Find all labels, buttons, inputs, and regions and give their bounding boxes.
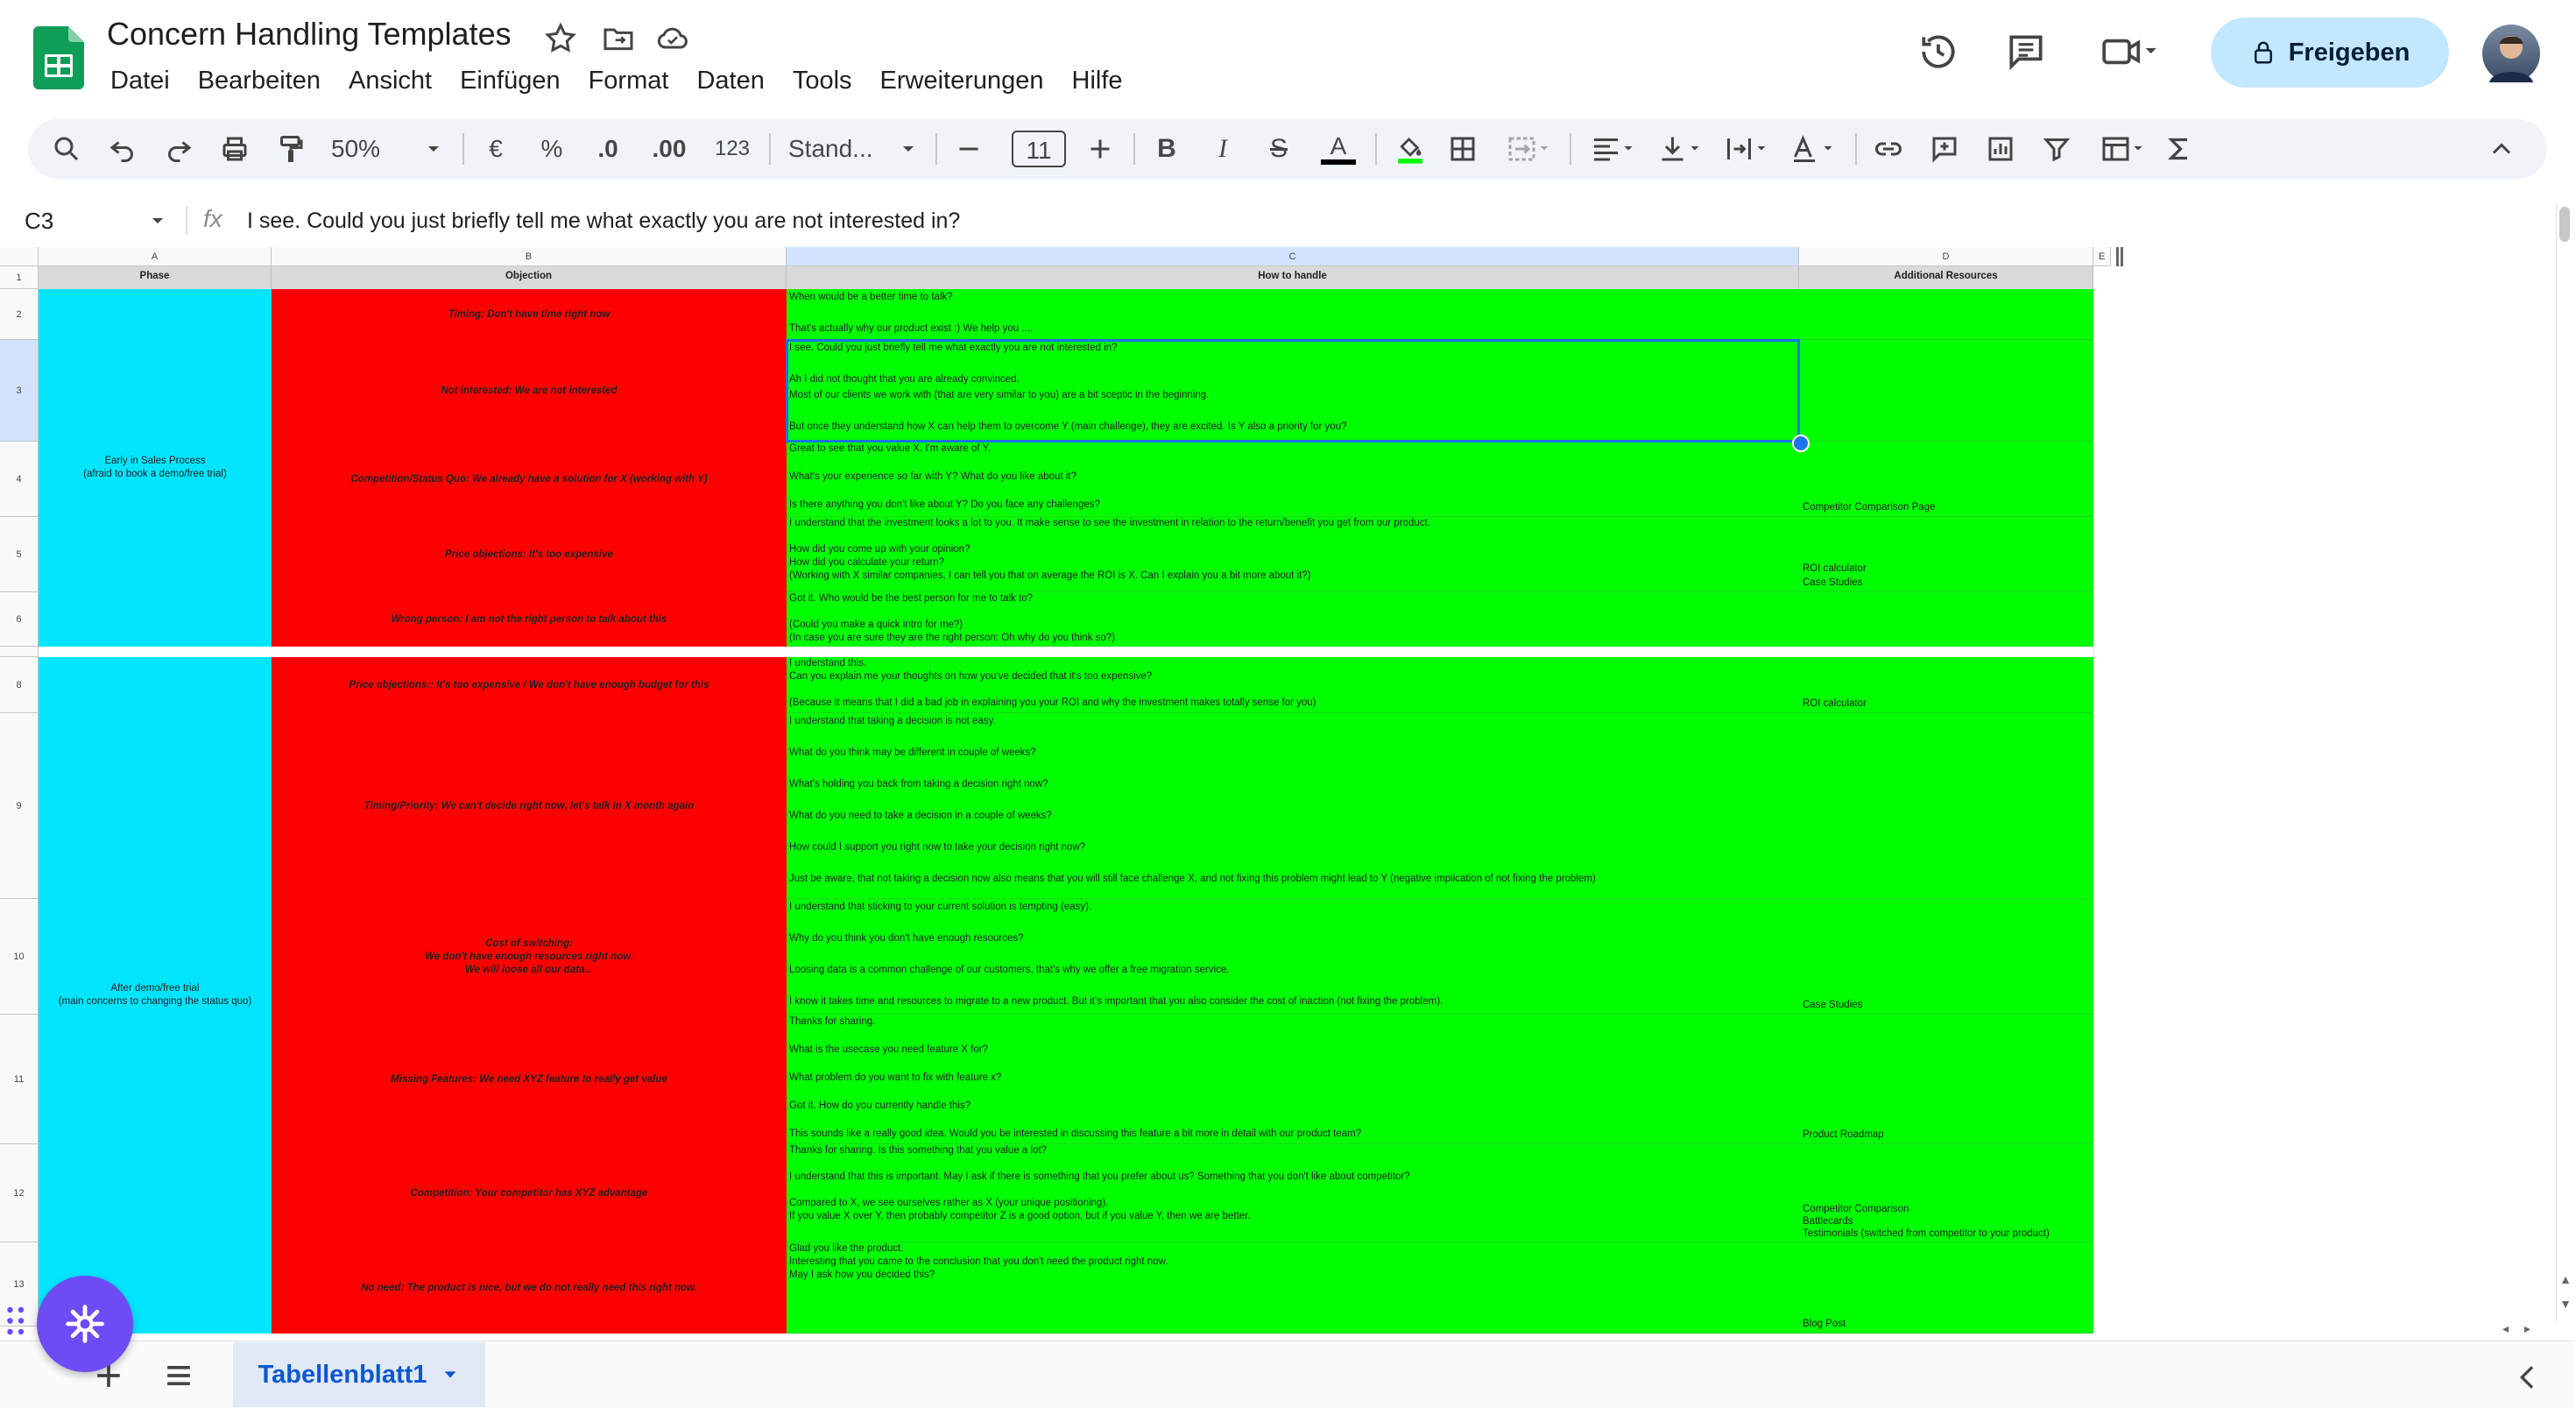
handling-cell[interactable]: Thanks for sharing. Is this something that you value a lot? I understand that this is important. May I ask if there is something that you prefer about us? Something that you don't like about competitor? Compared to X, we see ourselves rather as X (your unique positioning). If you value X over Y, then probably competitor Z is a good option, but if you value Y, then we are better. [787, 1144, 1799, 1242]
handling-cell[interactable]: I understand that taking a decision is not easy. What do you think may be different in couple of weeks? What's holding you back from taking a decision right now? What do you need to take a decision in a couple of weeks? How could I support you right now to take your decision right now? Just be aware, that not taking a decision now also means that you will still face challenge X, and not fixing this problem might lead to Y (negative implication of not fixing the problem) [787, 713, 1799, 899]
text-rotation-icon[interactable] [1782, 119, 1843, 179]
insert-comment-icon[interactable] [1923, 119, 1966, 179]
resource-cell[interactable] [1799, 592, 2093, 647]
fill-handle[interactable] [1792, 435, 1810, 452]
borders-icon[interactable] [1442, 119, 1484, 179]
document-title[interactable]: Concern Handling Templates [107, 16, 512, 52]
filter-views-icon[interactable] [2092, 119, 2153, 179]
paint-format-icon[interactable] [270, 119, 312, 179]
header-phase[interactable]: Phase [39, 266, 272, 289]
decrease-decimal-button[interactable]: .0 [597, 135, 618, 162]
column-header-b[interactable]: B [272, 247, 787, 266]
name-box[interactable] [21, 203, 170, 238]
avatar[interactable] [2482, 25, 2540, 82]
resource-cell[interactable] [1799, 340, 2093, 442]
column-header-d[interactable]: D [1799, 247, 2093, 266]
menu-daten[interactable]: Daten [696, 67, 765, 95]
row-header[interactable]: 13 [0, 1242, 39, 1327]
objection-cell[interactable]: Price objections:: It's too expensive / We don't have enough budget for this [272, 657, 787, 713]
row-header[interactable]: 6 [0, 592, 39, 647]
functions-icon[interactable] [2158, 119, 2200, 179]
align-vertical-icon[interactable] [1648, 119, 1710, 179]
phase-cell-after-demo[interactable]: After demo/free trial (main concerns to changing the status quo) [39, 657, 272, 1334]
menu-erweiterungen[interactable]: Erweiterungen [879, 67, 1044, 95]
chevron-down-icon [147, 210, 168, 231]
print-icon[interactable] [214, 119, 256, 179]
resource-cell[interactable]: Case Studies [1799, 899, 2093, 1015]
increase-font-size-icon[interactable] [1079, 119, 1121, 179]
scroll-arrows[interactable]: ▲ ▼ [2559, 1272, 2572, 1311]
cloud-saved-icon[interactable] [655, 21, 690, 56]
menu-hilfe[interactable]: Hilfe [1071, 67, 1123, 95]
move-folder-icon[interactable] [601, 21, 636, 56]
resource-cell[interactable]: Blog Post [1799, 1242, 2093, 1334]
fx-icon: fx [203, 205, 222, 232]
row-header[interactable]: 3 [0, 340, 39, 442]
handling-cell[interactable]: Glad you like the product. Interesting that you came to the conclusion that you don't need the product right now. May I ask how you decided this? [787, 1242, 1799, 1334]
version-history-icon[interactable] [1916, 30, 1960, 74]
row-header[interactable] [0, 647, 39, 657]
row-header[interactable]: 11 [0, 1015, 39, 1144]
row-header[interactable]: 4 [0, 442, 39, 517]
vertical-scrollbar-thumb[interactable] [2559, 207, 2570, 242]
cell-reference: C3 [25, 208, 54, 234]
strikethrough-button[interactable]: S [1269, 134, 1288, 163]
menu-ansicht[interactable]: Ansicht [348, 67, 433, 95]
number-format-button[interactable]: 123 [714, 137, 751, 160]
fill-color-icon[interactable] [1386, 119, 1435, 179]
text-color-button[interactable] [1314, 119, 1363, 179]
spreadsheet-grid[interactable] [0, 247, 2556, 1329]
objection-cell[interactable]: Not interested: We are not interested [272, 340, 787, 442]
toolbar [28, 119, 2547, 179]
drag-dots-icon[interactable] [5, 1305, 28, 1341]
align-horizontal-icon[interactable] [1582, 119, 1643, 179]
select-all-corner[interactable] [0, 247, 39, 266]
objection-cell[interactable]: Price objections: It's too expensive [272, 517, 787, 592]
resource-cell[interactable]: ROI calculator Case Studies [1799, 517, 2093, 592]
font-size-value: 11 [1012, 131, 1066, 167]
merge-cells-icon[interactable] [1498, 119, 1559, 179]
resource-cell[interactable] [1799, 289, 2093, 340]
zoom-value: 50% [331, 135, 381, 162]
sheets-logo[interactable] [33, 26, 84, 89]
row-header[interactable]: 1 [0, 266, 39, 289]
objection-cell[interactable]: Cost of switching: We don't have enough resources right now. We will loose all our data... [272, 899, 787, 1015]
font-size-input[interactable] [1009, 119, 1069, 179]
share-button[interactable] [2211, 18, 2449, 88]
sparkle-icon [62, 1301, 108, 1347]
menu-bar [96, 63, 1137, 98]
column-header-c[interactable]: C [787, 247, 1799, 266]
assistant-extension-button[interactable] [37, 1276, 133, 1372]
objection-cell[interactable]: Timing/Priority: We can't decide right now, let's talk in X month again [272, 713, 787, 899]
handling-cell[interactable]: Thanks for sharing. What is the usecase you need feature X for? What problem do you want to fix with feature x? Got it. How do you currently handle this? This sounds like a really good idea. Would you be interested in discussing this feature a bit more in detail with our product team? [787, 1015, 1799, 1144]
currency-format-button[interactable]: € [489, 135, 503, 162]
row-header[interactable]: 12 [0, 1144, 39, 1242]
phase-cell-early[interactable]: Early in Sales Process (afraid to book a demo/free trial) [39, 289, 272, 647]
comments-icon[interactable] [2004, 30, 2048, 74]
handling-cell[interactable]: When would be a better time to talk? That's actually why our product exist :) We help you .... [787, 289, 1799, 340]
menu-format[interactable]: Format [588, 67, 669, 95]
objection-cell[interactable]: Wrong person: I am not the right person to talk about this [272, 592, 787, 647]
meet-icon[interactable] [2099, 30, 2160, 74]
lock-icon [2250, 39, 2276, 66]
handling-cell[interactable]: I see. Could you just briefly tell me what exactly you are not interested in? Ah I did not thought that you are already convinced. Most of our clients we work with (that are very similar to you) are a bit sceptic in the beginning. But once they understand how X can help them to overcome Y (main challenge), they are excited. Is Y also a priority for you? [787, 340, 1799, 442]
redo-icon[interactable] [158, 119, 200, 179]
collapse-toolbar-icon[interactable] [2481, 119, 2523, 179]
handling-cell[interactable]: Great to see that you value X. I'm aware of Y. What's your experience so far with Y? What do you like about it? Is there anything you don't like about Y? Do you face any challenges? [787, 442, 1799, 517]
sheet-tab-tabellenblatt1[interactable] [233, 1342, 485, 1407]
menu-bearbeiten[interactable]: Bearbeiten [197, 67, 321, 95]
objection-cell[interactable]: Timing: Don't have time right now [272, 289, 787, 340]
header-how-to-handle[interactable]: How to handle [787, 266, 1799, 289]
chevron-down-icon[interactable] [441, 1365, 460, 1384]
horizontal-scroll-arrows[interactable]: ◂▸ [2502, 1321, 2547, 1335]
freeze-handle[interactable] [2116, 247, 2123, 266]
sheet-tab-label: Tabellenblatt1 [258, 1360, 427, 1389]
row-header[interactable]: 2 [0, 289, 39, 340]
row-header[interactable]: 8 [0, 657, 39, 713]
zoom-select[interactable] [326, 119, 427, 179]
chevron-down-icon[interactable] [895, 119, 921, 179]
row-header[interactable]: 10 [0, 899, 39, 1015]
handling-cell[interactable]: Got it. Who would be the best person for me to talk to? (Could you make a quick intro for me?) (In case you are sure they are the right person: Oh why do you think so?) [787, 592, 1799, 647]
row-header[interactable]: 5 [0, 517, 39, 592]
text-wrapping-icon[interactable] [1715, 119, 1776, 179]
objection-cell[interactable]: Competition: Your competitor has XYZ advantage [272, 1144, 787, 1242]
undo-icon[interactable] [102, 119, 144, 179]
increase-decimal-button[interactable]: .00 [652, 135, 687, 162]
handling-cell[interactable]: I understand that sticking to your current solution is tempting (easy). Why do you think you don't have enough resources? Loosing data is a common challenge of our customers, that's why we offer a free migration service. I know it takes time and resources to migrate to a new product. But it's important that you also consider the cost of inaction (not fixing the problem). [787, 899, 1799, 1015]
resource-cell[interactable]: Competitor Comparison Battlecards Testimonials (switched from competitor to your product) [1799, 1144, 2093, 1242]
header-objection[interactable]: Objection [272, 266, 787, 289]
header-additional-resources[interactable]: Additional Resources [1799, 266, 2093, 289]
resource-cell[interactable]: ROI calculator [1799, 657, 2093, 713]
filter-icon[interactable] [2036, 119, 2078, 179]
explore-collapse-icon[interactable] [2510, 1360, 2545, 1395]
objection-cell[interactable]: No need: The product is nice, but we do not really need this right now. [272, 1242, 787, 1334]
text-color-letter: A [1330, 132, 1347, 159]
chevron-down-icon[interactable] [420, 119, 447, 179]
menu-tools[interactable]: Tools [792, 67, 852, 95]
handling-cell[interactable]: I understand this. Can you explain me your thoughts on how you've decided that it's too expensive? (Because it means that I did a bad job in explaining you your ROI and why the investment makes totally sense for you) [787, 657, 1799, 713]
share-label: Freigeben [2288, 38, 2410, 67]
objection-cell[interactable]: Missing Features: We need XYZ feature to really get value [272, 1015, 787, 1144]
insert-link-icon[interactable] [1867, 119, 1909, 179]
italic-button[interactable]: I [1218, 134, 1227, 163]
star-icon[interactable] [543, 21, 578, 56]
column-header-a[interactable]: A [39, 247, 272, 266]
column-header-e[interactable]: E [2093, 247, 2111, 266]
all-sheets-icon[interactable] [159, 1356, 198, 1395]
resource-cell[interactable]: Product Roadmap [1799, 1015, 2093, 1144]
percent-format-button[interactable]: % [540, 135, 563, 162]
font-family-select[interactable] [781, 119, 902, 179]
vertical-scrollbar[interactable] [2556, 203, 2576, 1321]
bold-button[interactable]: B [1157, 134, 1176, 163]
objection-cell[interactable]: Competition/Status Quo: We already have a solution for X (working with Y) [272, 442, 787, 517]
menu-datei[interactable]: Datei [110, 67, 170, 95]
insert-chart-icon[interactable] [1980, 119, 2022, 179]
resource-cell[interactable] [1799, 713, 2093, 899]
decrease-font-size-icon[interactable] [948, 119, 990, 179]
handling-cell[interactable]: I understand that the investment looks a lot to you. It make sense to see the investment in relation to the return/benefit you get from our product. How did you come up with your opinion? How did you calculate your return? (Working with X similar companies, I can tell you that on average the ROI is X. Can I explain you a bit more about it?) [787, 517, 1799, 592]
search-menus-icon[interactable] [46, 119, 88, 179]
menu-einfuegen[interactable]: Einfügen [460, 67, 561, 95]
font-family-value: Stand... [788, 135, 873, 162]
row-header[interactable]: 9 [0, 713, 39, 899]
formula-input[interactable]: I see. Could you just briefly tell me what exactly you are not interested in? [247, 209, 961, 233]
resource-cell[interactable]: Competitor Comparison Page [1799, 442, 2093, 517]
